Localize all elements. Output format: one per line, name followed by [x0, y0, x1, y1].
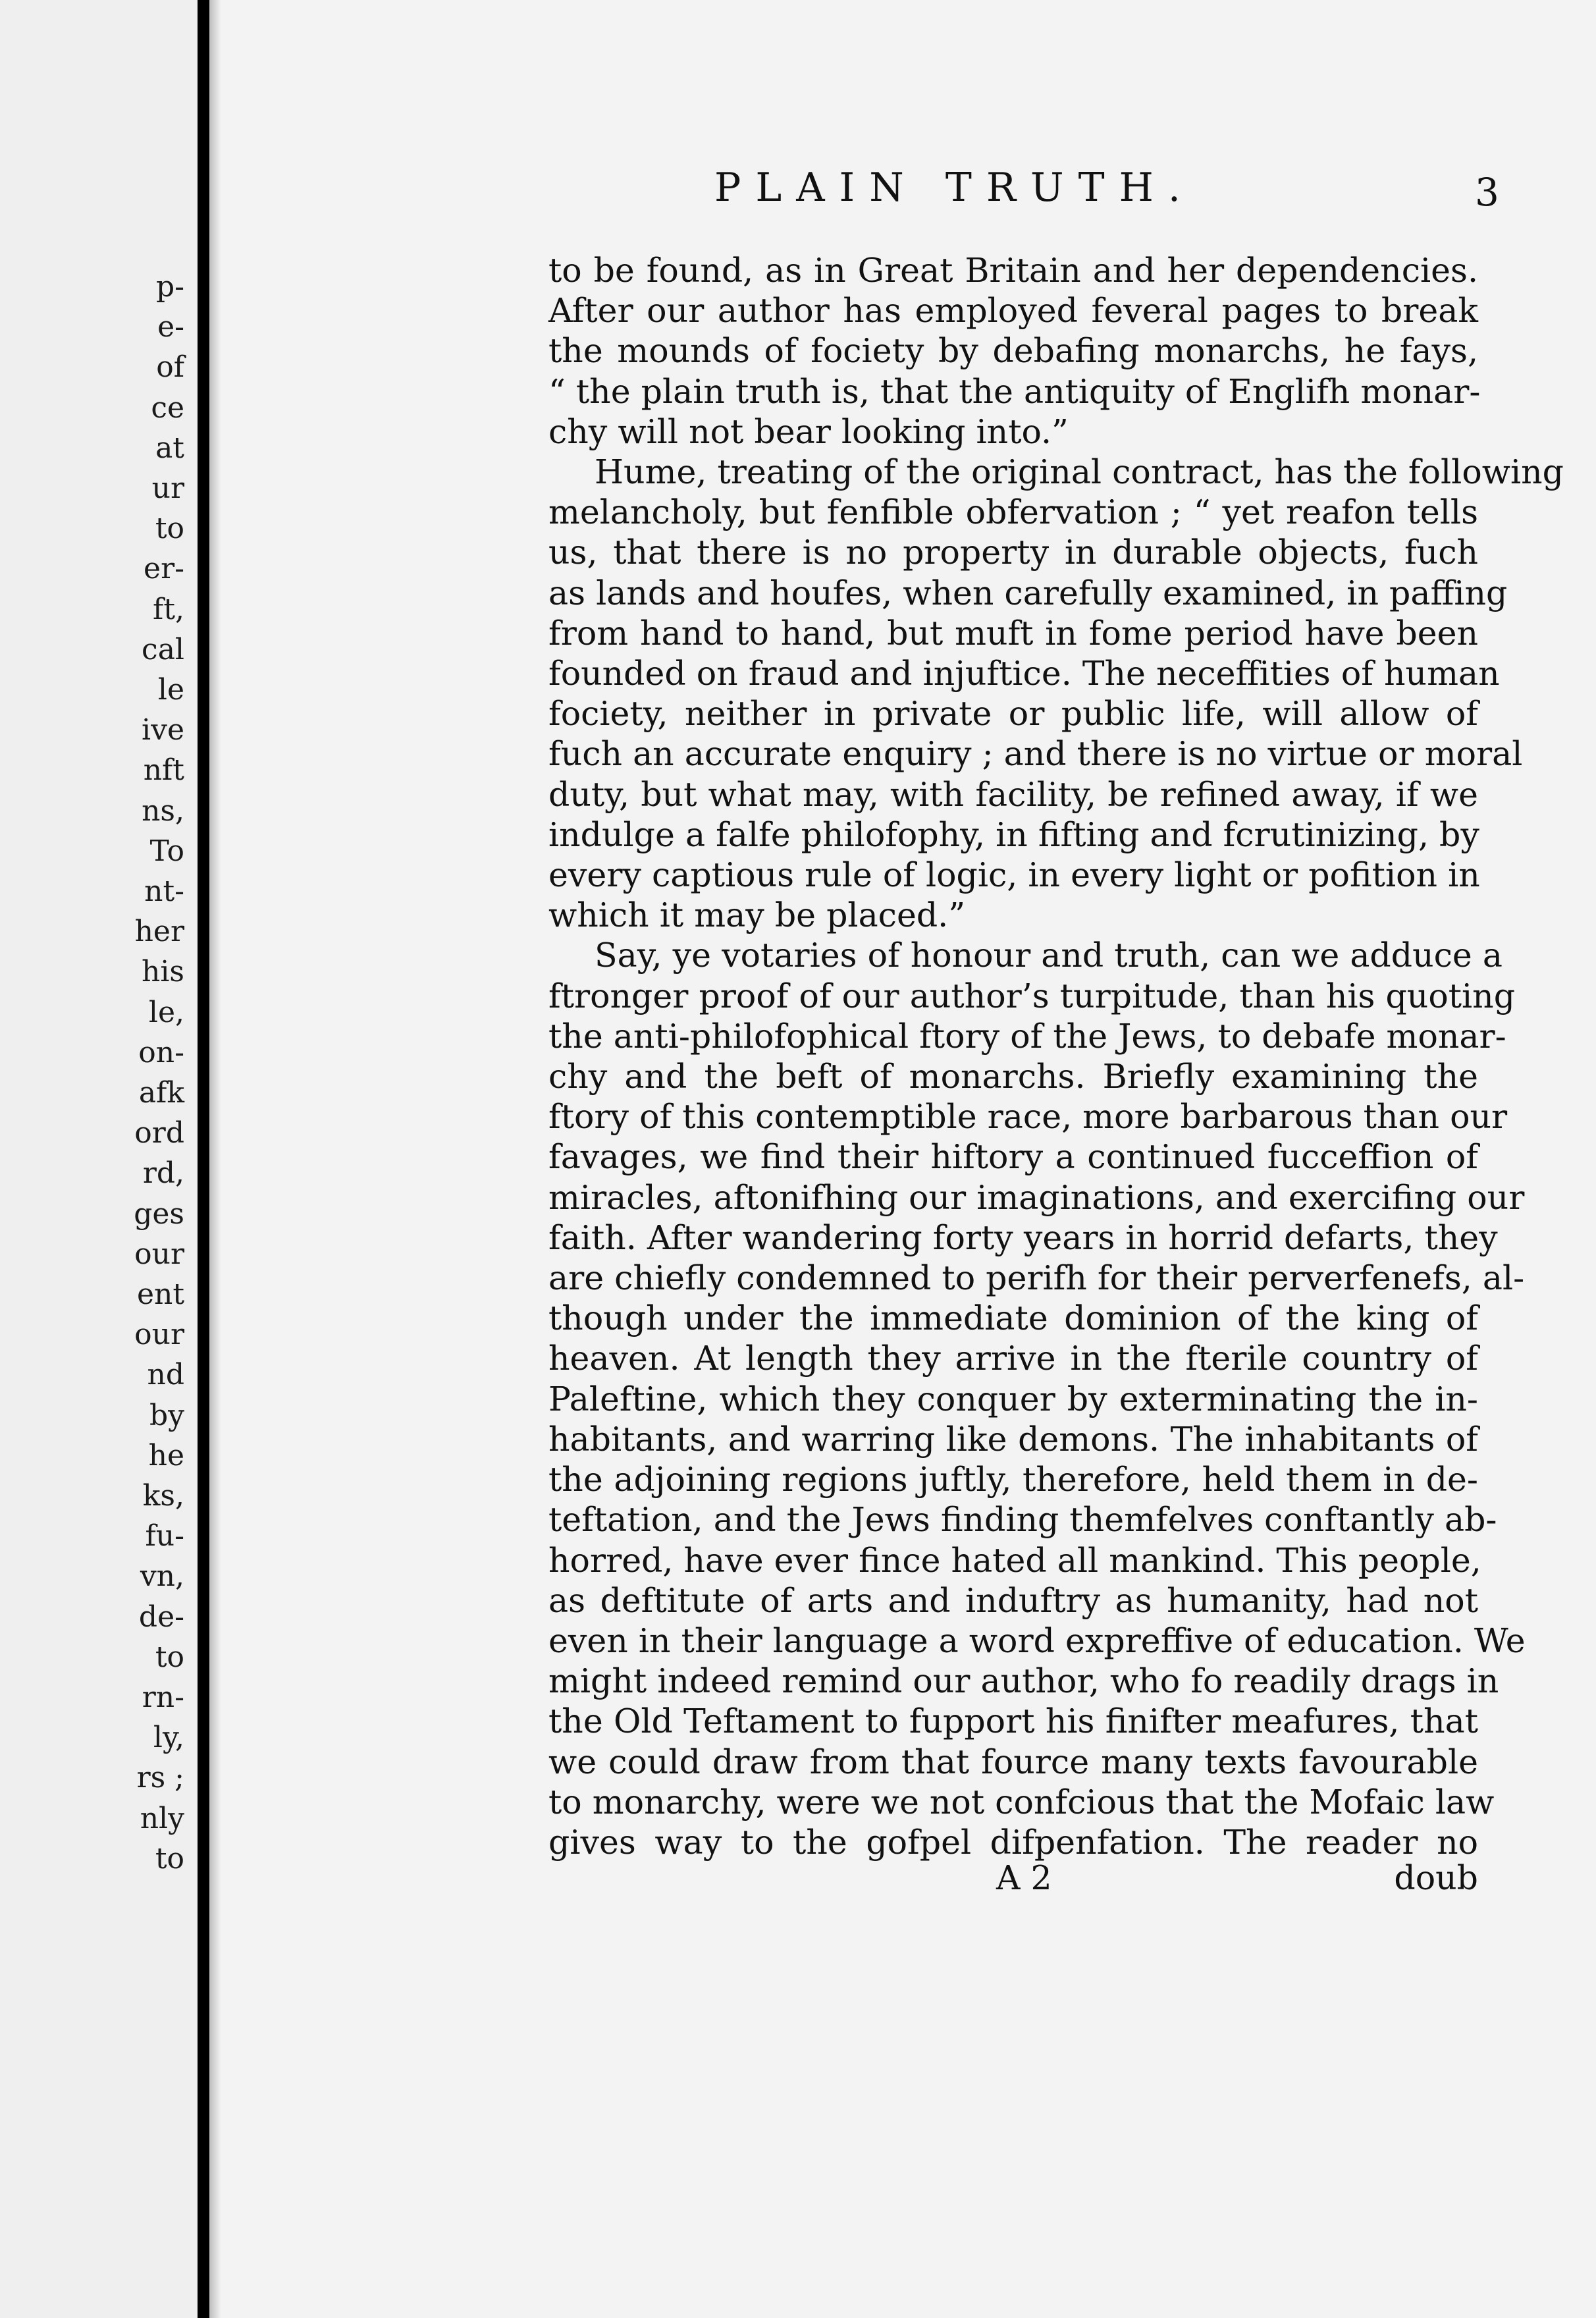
text-line: faith. After wandering forty years in horrid defarts, they — [548, 1218, 1498, 1257]
facing-page-fragment: to — [155, 512, 184, 546]
facing-page-fragment: ord — [134, 1116, 184, 1150]
text-line: heaven. At length they arrive in the fterile country of — [548, 1339, 1478, 1378]
text-line: indulge a falfe philofophy, in fifting and fcrutinizing, by — [548, 815, 1479, 854]
text-line: favages, we find their hiftory a continued fucceffion of — [548, 1137, 1478, 1177]
text-line: the mounds of fociety by debafing monarchs, he fays, — [548, 331, 1478, 371]
text-line: as lands and houfes, when carefully examined, in paffing — [548, 573, 1508, 612]
text-line: us, that there is no property in durable objects, fuch — [548, 533, 1478, 572]
facing-page-fragment: ent — [136, 1278, 184, 1311]
text-line: which it may be placed.” — [548, 896, 966, 935]
facing-page-fragment: ks, — [142, 1479, 184, 1513]
text-line: miracles, aftonifhing our imaginations, and exercifing our — [548, 1177, 1525, 1217]
text-line: the Old Teftament to fupport his finifter meafures, that — [548, 1702, 1478, 1741]
text-line: habitants, and warring like demons. The inhabitants of — [548, 1419, 1478, 1459]
facing-page-fragment: afk — [138, 1076, 184, 1110]
facing-page-fragment: to — [155, 1640, 184, 1674]
facing-page-fragment: rs ; — [136, 1761, 184, 1795]
facing-page-fragment: to — [155, 1841, 184, 1875]
facing-page-edge — [0, 0, 198, 2318]
text-line: though under the immediate dominion of the king of — [548, 1299, 1478, 1338]
text-line: Paleftine, which they conquer by exterminating the in- — [548, 1379, 1478, 1418]
facing-page-fragment: of — [156, 350, 184, 385]
text-line: are chiefly condemned to perifh for their perverfenefs, al- — [548, 1258, 1525, 1298]
facing-page-fragment: nt- — [144, 875, 184, 908]
facing-page-fragment: he — [148, 1438, 184, 1472]
facing-page-fragment: rd, — [142, 1156, 184, 1191]
facing-page-fragment: our — [134, 1237, 184, 1271]
text-line: even in their language a word expreffive of education. We — [548, 1621, 1526, 1660]
facing-page-fragment: To — [149, 834, 184, 868]
facing-page-fragment: p- — [155, 270, 184, 304]
facing-page-fragment: e- — [157, 310, 184, 344]
text-line: Hume, treating of the original contract, has the following — [595, 452, 1564, 492]
facing-page-fragment: on- — [138, 1035, 184, 1069]
body-text — [548, 250, 1564, 1862]
facing-page-fragment: de- — [138, 1600, 184, 1634]
page-number: 3 — [1475, 170, 1499, 215]
facing-page-fragment: nd — [147, 1358, 184, 1392]
facing-page-fragment: at — [155, 431, 184, 465]
facing-page-fragment: ft, — [153, 592, 184, 626]
facing-page-fragment: cal — [142, 632, 184, 666]
facing-page-fragment: rn- — [142, 1681, 184, 1714]
text-line: the adjoining regions juftly, therefore, held them in de- — [548, 1460, 1478, 1499]
facing-page-fragment: ly, — [153, 1721, 184, 1755]
facing-page-fragment: fu- — [145, 1519, 184, 1553]
text-line: “ the plain truth is, that the antiquity of Englifh monar- — [548, 371, 1481, 411]
facing-page-fragment: nly — [140, 1801, 184, 1835]
facing-page-fragment: ges — [134, 1197, 184, 1231]
text-line: ftory of this contemptible race, more barbarous than our — [548, 1097, 1508, 1137]
facing-page-fragment: ur — [151, 472, 184, 505]
text-line: chy and the beft of monarchs. Briefly examining the — [548, 1057, 1478, 1096]
book-page — [209, 0, 1596, 2318]
facing-page-fragment: ce — [151, 391, 184, 425]
text-line: duty, but what may, with facility, be refined away, if we — [548, 774, 1478, 814]
facing-page-fragment: his — [142, 955, 184, 989]
facing-page-fragment: her — [134, 915, 184, 949]
facing-page-fragment: le — [157, 673, 184, 707]
facing-page-fragment: by — [149, 1398, 184, 1432]
facing-page-fragment: ive — [142, 713, 184, 747]
text-line: might indeed remind our author, who fo readily drags in — [548, 1661, 1499, 1701]
text-line: gives way to the gofpel difpenfation. The reader no — [548, 1822, 1478, 1862]
text-line: After our author has employed feveral pages to break — [548, 291, 1478, 331]
text-line: ftronger proof of our author’s turpitude, than his quoting — [548, 976, 1516, 1015]
page-footer — [548, 1858, 1478, 1899]
text-line: teftation, and the Jews finding themfelves conftantly ab- — [548, 1500, 1497, 1540]
facing-page-fragment: nft — [143, 753, 184, 788]
text-line: chy will not bear looking into.” — [548, 412, 1069, 451]
text-line: to monarchy, were we not confcious that the Mofaic law — [548, 1782, 1495, 1821]
text-line: as deftitute of arts and induftry as humanity, had not — [548, 1580, 1478, 1620]
facing-page-fragment: ns, — [142, 794, 184, 828]
facing-page-fragment: our — [134, 1318, 184, 1352]
text-line: Say, ye votaries of honour and truth, can we adduce a — [595, 936, 1503, 975]
text-line: every captious rule of logic, in every light or pofition in — [548, 855, 1480, 895]
running-title: PLAIN TRUTH. — [714, 165, 1195, 211]
catchword: doub — [1394, 1858, 1478, 1897]
text-line: horred, have ever fince hated all mankind. This people, — [548, 1540, 1481, 1580]
facing-page-fragment: er- — [144, 552, 184, 586]
text-line: fuch an accurate enquiry ; and there is no virtue or moral — [548, 734, 1523, 774]
facing-page-fragment: vn, — [140, 1559, 184, 1594]
text-line: founded on fraud and injuftice. The neceffities of human — [548, 654, 1500, 693]
text-line: from hand to hand, but muft in fome period have been — [548, 613, 1478, 653]
text-line: fociety, neither in private or public life, will allow of — [548, 694, 1478, 734]
signature-mark: A 2 — [996, 1858, 1052, 1897]
text-line: the anti-philofophical ftory of the Jews, to debafe monar- — [548, 1016, 1506, 1056]
text-line: to be found, as in Great Britain and her dependencies. — [548, 251, 1478, 290]
text-line: melancholy, but fenfible obfervation ; “ yet reafon tells — [548, 493, 1478, 532]
text-line: we could draw from that fource many texts favourable — [548, 1742, 1478, 1781]
facing-page-fragment: le, — [148, 995, 184, 1029]
